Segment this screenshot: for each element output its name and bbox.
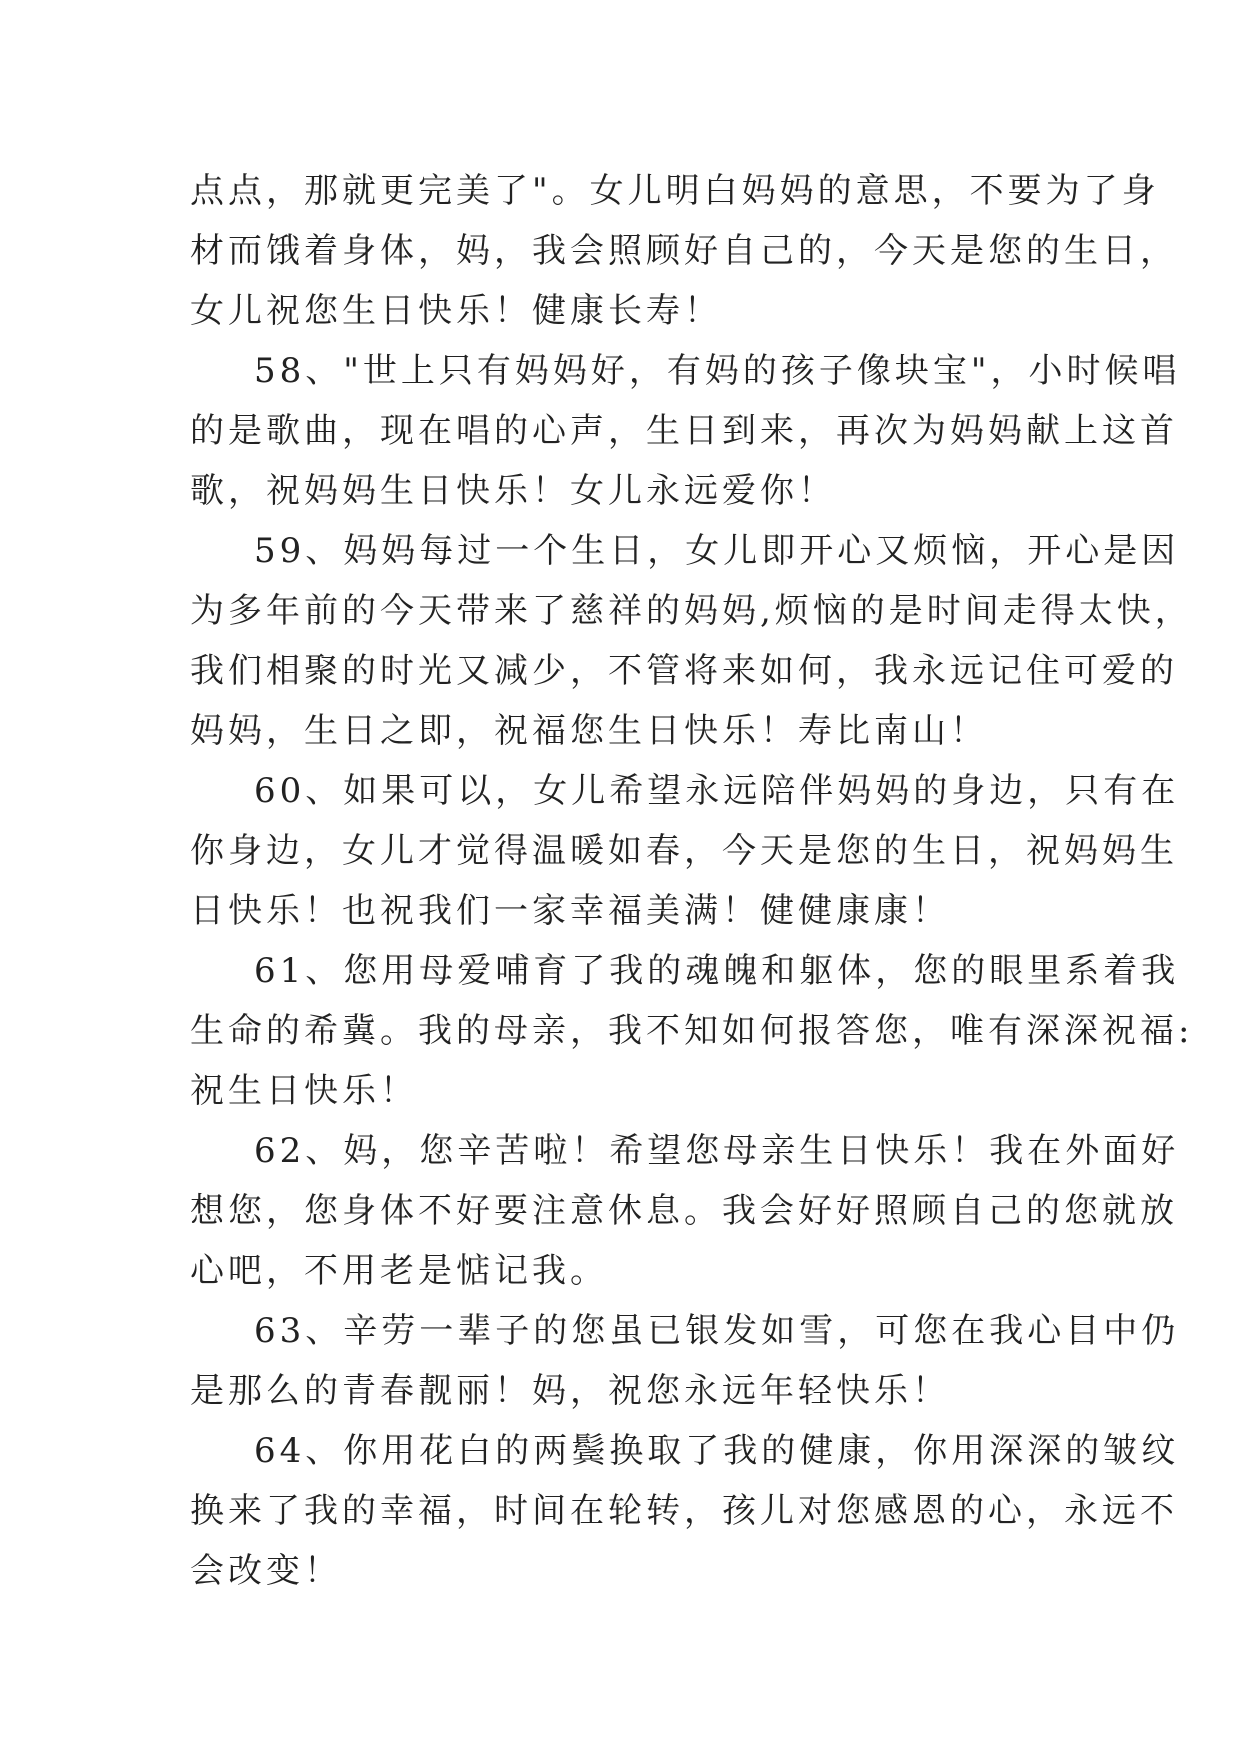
text-line: 妈妈，生日之即，祝福您生日快乐！寿比南山！ [190,711,988,751]
text-line: 想您，您身体不好要注意休息。我会好好照顾自己的您就放 [190,1191,1178,1231]
text-line: 换来了我的幸福，时间在轮转，孩儿对您感恩的心，永远不 [190,1491,1178,1531]
text-line: 61、您用母爱哺育了我的魂魄和躯体，您的眼里系着我 [254,951,1180,991]
paragraph-58 [190,341,1181,521]
text-line: 点点，那就更完美了"。女儿明白妈妈的意思，不要为了身 [190,171,1160,211]
text-line: 59、妈妈每过一个生日，女儿即开心又烦恼，开心是因 [254,531,1180,571]
paragraph-62 [190,1121,1180,1301]
text-line: 歌，祝妈妈生日快乐！女儿永远爱你！ [190,471,836,511]
text-line: 62、妈，您辛苦啦！希望您母亲生日快乐！我在外面好 [254,1131,1180,1171]
text-line: 心吧，不用老是惦记我。 [190,1251,608,1291]
text-line: 祝生日快乐！ [190,1071,418,1111]
paragraph-61 [190,941,1194,1121]
text-line: 你身边，女儿才觉得温暖如春，今天是您的生日，祝妈妈生 [190,831,1178,871]
text-line: 会改变！ [190,1551,342,1591]
text-line: 生命的希冀。我的母亲，我不知如何报答您，唯有深深祝福: [190,1011,1194,1051]
text-line: 为多年前的今天带来了慈祥的妈妈,烦恼的是时间走得太快， [190,591,1193,631]
paragraph-63 [190,1301,1180,1421]
paragraph-57-continued [190,161,1178,341]
text-line: 女儿祝您生日快乐！健康长寿！ [190,291,722,331]
text-line: 的是歌曲，现在唱的心声，生日到来，再次为妈妈献上这首 [190,411,1178,451]
paragraph-59 [190,521,1193,761]
text-line: 64、你用花白的两鬓换取了我的健康，你用深深的皱纹 [254,1431,1180,1471]
paragraph-60 [190,761,1180,941]
text-line: 63、辛劳一辈子的您虽已银发如雪，可您在我心目中仍 [254,1311,1180,1351]
paragraph-64 [190,1421,1180,1601]
text-line: 60、如果可以，女儿希望永远陪伴妈妈的身边，只有在 [254,771,1180,811]
text-line: 日快乐！也祝我们一家幸福美满！健健康康！ [190,891,950,931]
text-line: 我们相聚的时光又减少，不管将来如何，我永远记住可爱的 [190,651,1178,691]
text-line: 材而饿着身体，妈，我会照顾好自己的，今天是您的生日， [190,231,1178,271]
text-line: 是那么的青春靓丽！妈，祝您永远年轻快乐！ [190,1371,950,1411]
document-body [190,161,1194,1601]
text-line: 58、"世上只有妈妈好，有妈的孩子像块宝"，小时候唱 [254,351,1181,391]
